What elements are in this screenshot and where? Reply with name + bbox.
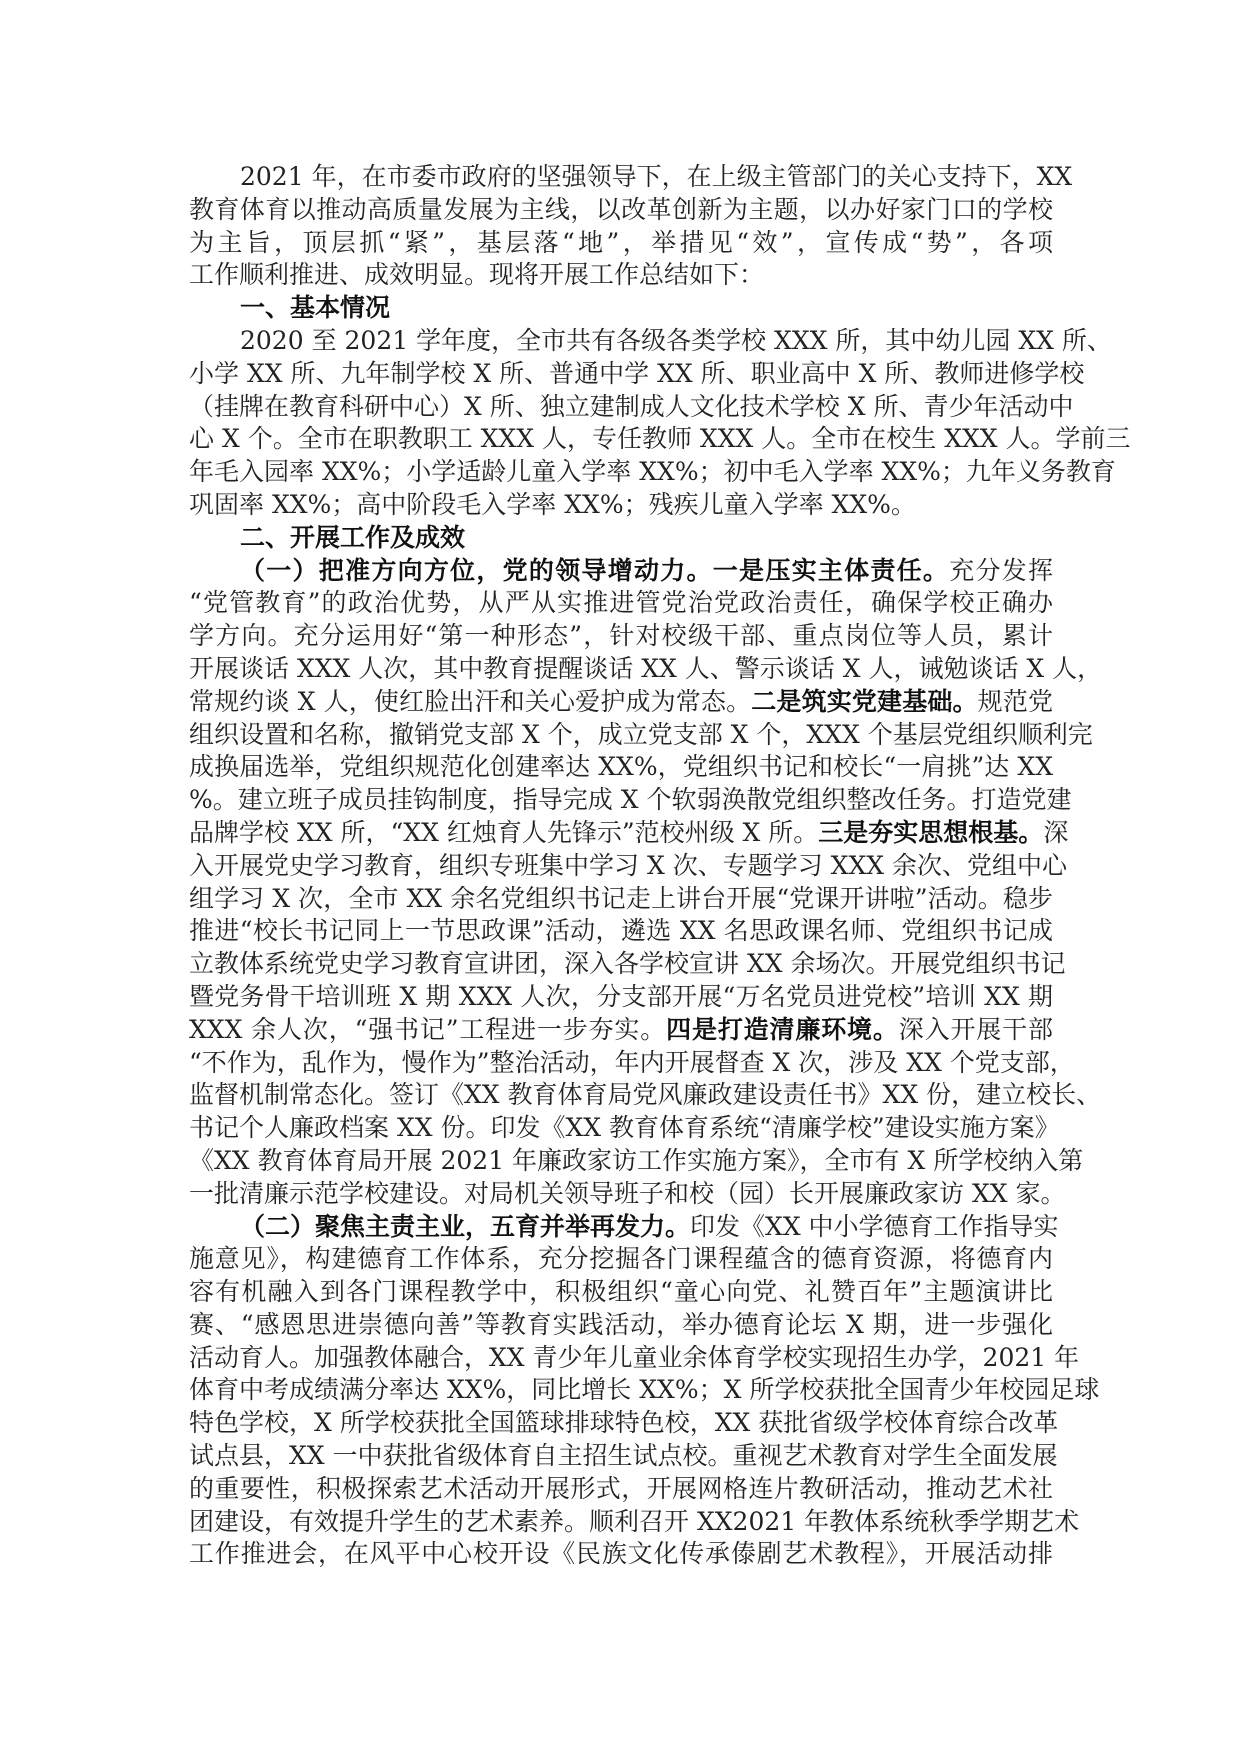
text-line	[189, 1342, 1080, 1375]
text-line	[189, 686, 1053, 719]
text-line	[189, 1178, 1066, 1211]
text-line	[189, 948, 1066, 981]
body-text: 规范党	[977, 686, 1053, 716]
text-line	[189, 981, 1053, 1014]
body-text: 心 X 个。全市在职教职工 XXX 人，专任教师 XXX 人。全市在校生 XXX 人。学前三	[189, 424, 1131, 454]
text-line	[189, 817, 1069, 850]
body-text: 书记个人廉政档案 XX 份。印发《XX 教育体育系统“清廉学校”建设实施方案》	[189, 1113, 1060, 1143]
body-text: “党管教育”的政治优势，从严从实推进管党治党政治责任，确保学校正确办	[189, 588, 1053, 618]
body-text: “不作为，乱作为，慢作为”整治活动，年内开展督查 X 次，涉及 XX 个党支部，	[189, 1047, 1075, 1077]
text-line	[189, 653, 1103, 686]
text-line	[189, 719, 1093, 752]
text-line	[189, 1112, 1060, 1145]
body-text: （挂牌在教育科研中心）X 所、独立建制成人文化技术学校 X 所、青少年活动中	[189, 391, 1074, 421]
text-line	[189, 325, 1112, 358]
body-text: 为主旨，顶层抓“紧”，基层落“地”，举措见“效”，宣传成“势”，各项	[189, 227, 1053, 257]
text-line	[189, 1407, 1059, 1440]
body-text: 工作顺利推进、成效明显。现将开展工作总结如下：	[189, 260, 765, 290]
body-text: 开展谈话 XXX 人次，其中教育提醒谈话 XX 人、警示谈话 X 人，诫勉谈话 X 人，	[189, 653, 1103, 683]
text-line	[189, 1276, 1053, 1309]
body-text: 常规约谈 X 人，使红脸出汗和关心爱护成为常态。	[189, 686, 752, 716]
body-text: 团建设，有效提升学生的艺术素养。顺利召开 XX2021 年教体系统秋季学期艺术	[189, 1506, 1080, 1536]
paragraph	[189, 555, 1103, 1211]
text-line	[189, 784, 1072, 817]
body-text: %。建立班子成员挂钩制度，指导完成 X 个软弱涣散党组织整改任务。打造党建	[189, 785, 1072, 815]
body-text: 的重要性，积极探索艺术活动开展形式，开展网格连片教研活动，推动艺术社	[189, 1473, 1053, 1503]
text-line	[189, 850, 1067, 883]
body-text: 监督机制常态化。签订《XX 教育体育局党风廉政建设责任书》XX 份，建立校长、	[189, 1080, 1102, 1110]
body-text: 一批清廉示范学校建设。对局机关领导班子和校（园）长开展廉政家访 XX 家。	[189, 1178, 1066, 1208]
text-line	[189, 587, 1053, 620]
text-line	[189, 227, 1053, 260]
body-text: 充分发挥	[949, 555, 1053, 585]
body-text: 年毛入园率 XX%；小学适龄儿童入学率 XX%；初中毛入学率 XX%；九年义务教育	[189, 457, 1116, 487]
document-page	[189, 161, 1131, 1571]
text-line	[189, 1440, 1058, 1473]
text-line	[189, 1145, 1084, 1178]
text-line	[189, 423, 1131, 456]
text-line	[189, 522, 1053, 555]
text-line	[189, 1014, 1053, 1047]
body-text: 活动育人。加强教体融合，XX 青少年儿童业余体育学校实现招生办学，2021 年	[189, 1342, 1080, 1372]
body-text: 深	[1043, 817, 1069, 847]
body-text: 特色学校，X 所学校获批全国篮球排球特色校，XX 获批省级学校体育综合改革	[189, 1408, 1059, 1438]
text-line	[189, 1079, 1102, 1112]
section-heading	[189, 522, 1053, 555]
text-line	[189, 555, 1053, 588]
text-line	[189, 620, 1053, 653]
text-line	[189, 489, 1053, 522]
text-line	[189, 1243, 1053, 1276]
text-line	[189, 1374, 1100, 1407]
body-text: 组学习 X 次，全市 XX 余名党组织书记走上讲台开展“党课开讲啦”活动。稳步	[189, 883, 1053, 913]
text-line	[189, 1473, 1053, 1506]
body-text: 小学 XX 所、九年制学校 X 所、普通中学 XX 所、职业高中 X 所、教师进修学校	[189, 358, 1085, 388]
text-line	[189, 915, 1053, 948]
text-line	[189, 292, 1053, 325]
text-line	[189, 751, 1053, 784]
body-text: 推进“校长书记同上一节思政课”活动，遴选 XX 名思政课名师、党组织书记成	[189, 916, 1053, 946]
text-line	[189, 1211, 1059, 1244]
text-line	[189, 1506, 1080, 1539]
bold-heading-text: 三是夯实思想根基。	[818, 817, 1044, 847]
text-line	[189, 1309, 1053, 1342]
bold-heading-text: 一、基本情况	[240, 293, 391, 323]
body-text: 印发《XX 中小学德育工作指导实	[690, 1211, 1059, 1241]
body-text: XXX 余人次，“强书记”工程进一步夯实。	[189, 1014, 667, 1044]
body-text: 暨党务骨干培训班 X 期 XXX 人次，分支部开展“万名党员进党校”培训 XX 期	[189, 981, 1053, 1011]
body-text: 品牌学校 XX 所，“XX 红烛育人先锋示”范校州级 X 所。	[189, 817, 819, 847]
body-text: 试点县，XX 一中获批省级体育自主招生试点校。重视艺术教育对学生全面发展	[189, 1441, 1058, 1471]
bold-heading-text: （一）把准方向方位，党的领导增动力。一是压实主体责任。	[240, 555, 950, 585]
body-text: 学方向。充分运用好“第一种形态”，针对校级干部、重点岗位等人员，累计	[189, 621, 1053, 651]
body-text: 入开展党史学习教育，组织专班集中学习 X 次、专题学习 XXX 余次、党组中心	[189, 850, 1067, 880]
body-text: 教育体育以推动高质量发展为主线，以改革创新为主题，以办好家门口的学校	[189, 194, 1053, 224]
text-line	[189, 456, 1116, 489]
body-text: 赛、“感恩思进崇德向善”等教育实践活动，举办德育论坛 X 期，进一步强化	[189, 1309, 1053, 1339]
text-line	[189, 1047, 1075, 1080]
text-line	[189, 194, 1053, 227]
section-heading	[189, 292, 1053, 325]
body-text: 巩固率 XX%；高中阶段毛入学率 XX%；残疾儿童入学率 XX%。	[189, 489, 916, 519]
text-line	[189, 358, 1085, 391]
body-text: 成换届选举，党组织规范化创建率达 XX%，党组织书记和校长“一肩挑”达 XX	[189, 752, 1053, 782]
body-text: 体育中考成绩满分率达 XX%，同比增长 XX%；X 所学校获批全国青少年校园足球	[189, 1375, 1100, 1405]
paragraph	[189, 161, 1073, 292]
body-text: 深入开展干部	[898, 1014, 1053, 1044]
body-text: 2021 年，在市委市政府的坚强领导下，在上级主管部门的关心支持下，XX	[240, 162, 1073, 191]
text-line	[189, 1538, 1053, 1571]
body-text: 2020 至 2021 学年度，全市共有各级各类学校 XXX 所，其中幼儿园 XX 所、	[240, 325, 1112, 355]
bold-heading-text: 二是筑实党建基础。	[751, 686, 978, 716]
paragraph	[189, 325, 1131, 522]
paragraph	[189, 1211, 1100, 1572]
bold-heading-text: 二、开展工作及成效	[240, 522, 466, 552]
body-text: 立教体系统党史学习教育宣讲团，深入各学校宣讲 XX 余场次。开展党组织书记	[189, 949, 1066, 979]
body-text: 施意见》，构建德育工作体系，充分挖掘各门课程蕴含的德育资源，将德育内	[189, 1244, 1053, 1274]
bold-heading-text: 四是打造清廉环境。	[666, 1014, 899, 1044]
text-line	[189, 391, 1074, 424]
body-text: 容有机融入到各门课程教学中，积极组织“童心向党、礼赞百年”主题演讲比	[189, 1277, 1053, 1307]
text-line	[189, 161, 1073, 194]
bold-heading-text: （二）聚焦主责主业，五育并举再发力。	[240, 1211, 691, 1241]
text-line	[189, 259, 1053, 292]
body-text: 组织设置和名称，撤销党支部 X 个，成立党支部 X 个，XXX 个基层党组织顺利完	[189, 719, 1093, 749]
body-text: 工作推进会，在风平中心校开设《民族文化传承傣剧艺术教程》，开展活动排	[189, 1539, 1053, 1569]
body-text: 《XX 教育体育局开展 2021 年廉政家访工作实施方案》，全市有 X 所学校纳入第	[189, 1145, 1084, 1175]
text-line	[189, 883, 1053, 916]
